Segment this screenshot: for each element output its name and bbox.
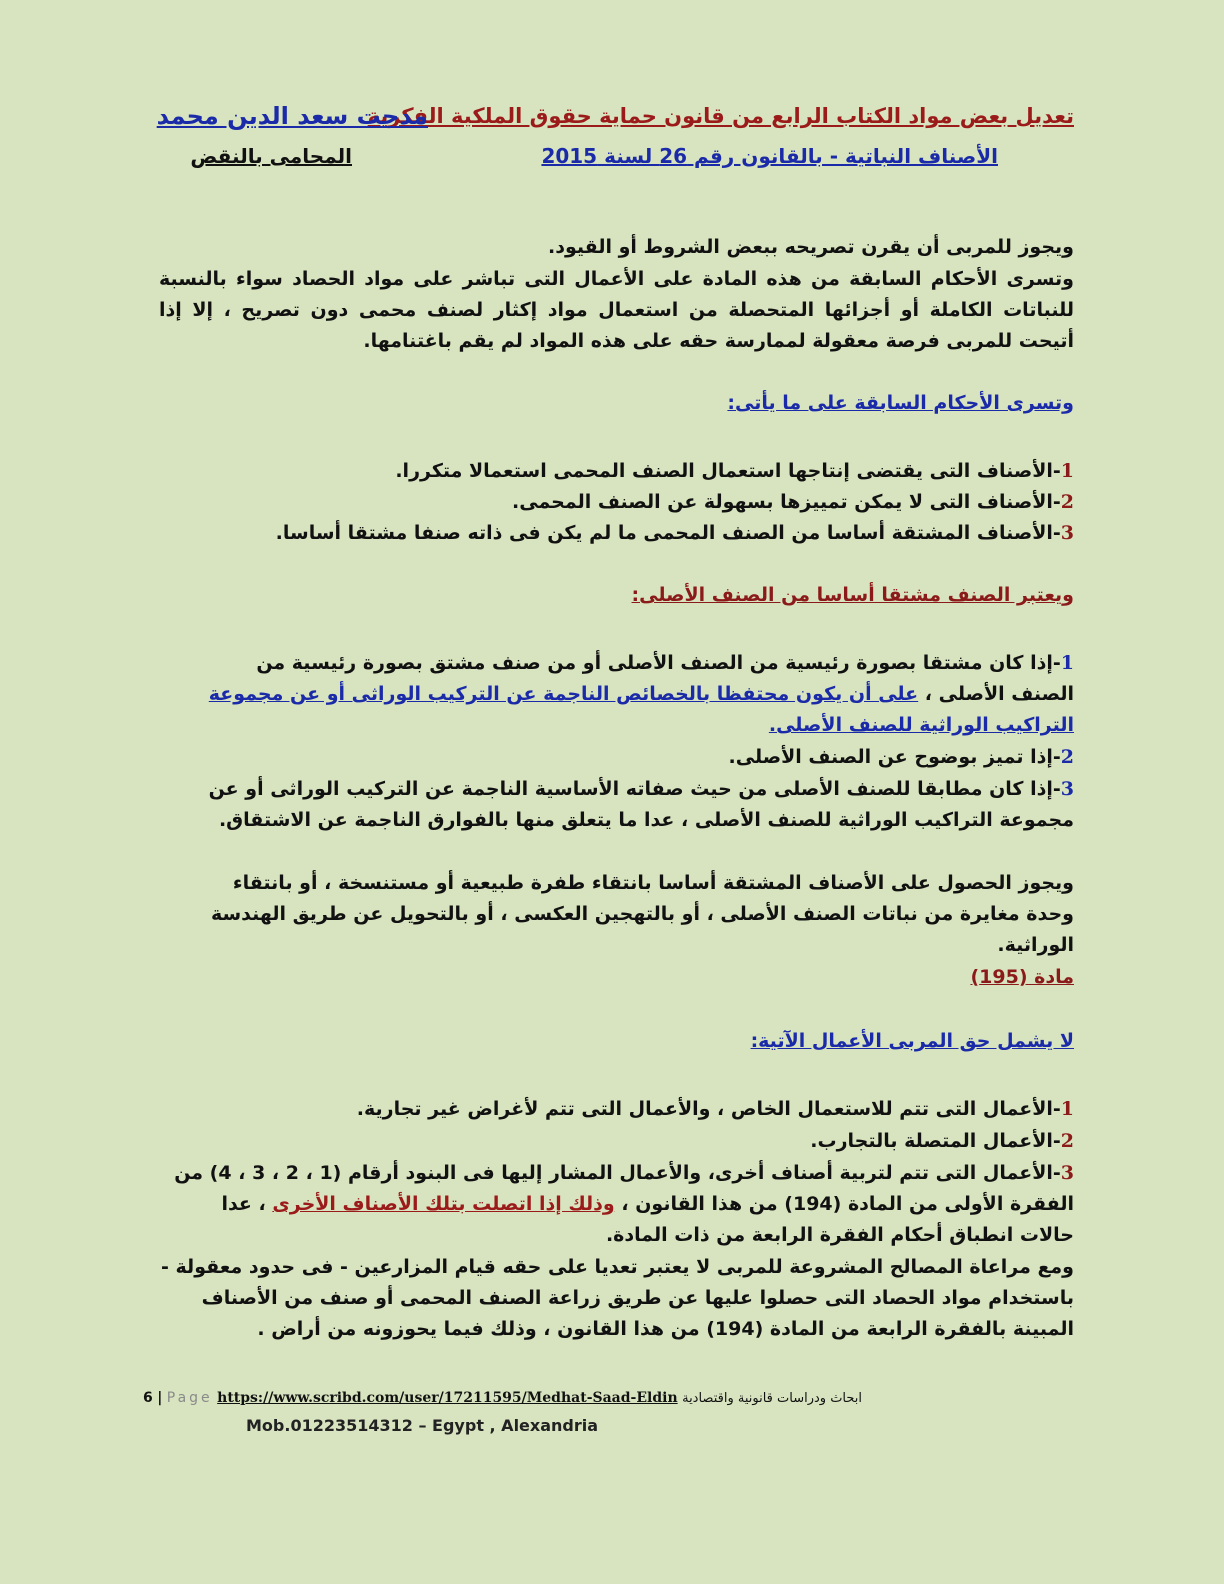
list-item-number: 1 [1060, 1098, 1074, 1120]
article-item-3 [174, 1158, 1074, 1251]
footer-separator: | [157, 1390, 163, 1406]
section1-list [154, 456, 1074, 549]
footer-caption: ابحاث ودراسات قانونية واقتصادية [682, 1391, 863, 1406]
page-number: 6 [143, 1390, 153, 1406]
page-footer [143, 1390, 862, 1406]
list-item-number: 2 [1060, 746, 1074, 768]
underlined-condition: على أن يكون محتفظا بالخصائص الناجمة عن التركيب الوراثى أو عن مجموعة التراكيب الوراثية للصنف الأصلى. [208, 683, 1074, 736]
section2-item-2 [154, 742, 1074, 773]
list-item-number: 1 [1060, 460, 1074, 482]
paragraph-authorization-conditions: ويجوز للمربى أن يقرن تصريحه ببعض الشروط أو القيود. [548, 236, 1074, 258]
article-item-2 [154, 1126, 1074, 1157]
section-heading-derived-variety: ويعتبر الصنف مشتقا أساسا من الصنف الأصلى: [631, 584, 1074, 606]
scribd-link[interactable]: https://www.scribd.com/user/17211595/Medhat-Saad-Eldin [217, 1390, 678, 1406]
article-heading: لا يشمل حق المربى الأعمال الآتية: [750, 1030, 1074, 1052]
list-item-number: 3 [1060, 778, 1074, 800]
list-item [154, 518, 1074, 549]
list-item-text: -الأصناف التى يقتضى إنتاجها استعمال الصنف المحمى استعمالا متكررا. [395, 460, 1061, 482]
list-item-text: -الأصناف المشتقة أساسا من الصنف المحمى ما لم يكن فى ذاته صنفا مشتقا أساسا. [275, 522, 1061, 544]
section2-item-3 [154, 774, 1074, 836]
list-item-text: -الأعمال التى تتم لتربية أصناف أخرى، والأعمال المشار إليها فى البنود أرقام (1 ، 2 ، 3 ، 4) من الفقرة الأولى من المادة (194) من هذا القانون ، [174, 1162, 1074, 1215]
list-item-number: 2 [1060, 1130, 1074, 1152]
list-item-number: 1 [1060, 652, 1074, 674]
paragraph-obtaining-derived: ويجوز الحصول على الأصناف المشتقة أساسا بانتقاء طفرة طبيعية أو مستنسخة ، أو بانتقاء وحدة مغايرة من نباتات الصنف الأصلى ، أو بالتهجين العكسى ، أو بالتحويل عن طريق الهندسة الوراثية. [210, 872, 1074, 956]
list-item-text: -الأعمال المتصلة بالتجارب. [810, 1130, 1061, 1152]
list-item-text: -إذا كان مطابقا للصنف الأصلى من حيث صفاته الأساسية الناجمة عن التركيب الوراثى أو عن مجموعة التراكيب الوراثية للصنف الأصلى ، عدا ما يتعلق منها بالفوارق الناجمة عن الاشتقاق. [208, 778, 1074, 831]
list-item [154, 456, 1074, 487]
document-subtitle: الأصناف النباتية - بالقانون رقم 26 لسنة 2015 [541, 144, 998, 168]
underlined-condition: وذلك إذا اتصلت بتلك الأصناف الأخرى [272, 1193, 615, 1215]
list-item-number: 2 [1060, 491, 1074, 513]
article-item-1 [154, 1094, 1074, 1125]
article-title: مادة (195) [970, 966, 1074, 988]
author-role: المحامى بالنقض [190, 144, 352, 168]
list-item-text: -إذا كان مشتقا بصورة رئيسية من الصنف الأصلى أو من صنف مشتق بصورة رئيسية من الصنف الأصلى ، [256, 652, 1074, 705]
page-label: Page [166, 1390, 213, 1406]
section2-item-1 [194, 648, 1074, 741]
list-item-text: -إذا تميز بوضوح عن الصنف الأصلى. [728, 746, 1061, 768]
section-heading-applies-to: وتسرى الأحكام السابقة على ما يأتى: [727, 392, 1074, 414]
paragraph-farmers-exception: ومع مراعاة المصالح المشروعة للمربى لا يعتبر تعديا على حقه قيام المزارعين - فى حدود معقولة - باستخدام مواد الحصاد التى حصلوا عليها عن طريق زراعة الصنف المحمى أو صنف من الأصناف المبينة بالفقرة الرابعة من المادة (194) من هذا القانون ، وذلك فيما يحوزونه من أراض . [161, 1256, 1074, 1340]
document-title: تعديل بعض مواد الكتاب الرابع من قانون حماية حقوق الملكية الفكرية [367, 104, 1074, 128]
author-name: مدحت سعد الدين محمد [156, 102, 428, 130]
list-item-text: ، عدا حالات انطباق أحكام الفقرة الرابعة من ذات المادة. [221, 1193, 1074, 1246]
list-item-number: 3 [1060, 1162, 1074, 1184]
paragraph-harvest-materials: وتسرى الأحكام السابقة من هذه المادة على الأعمال التى تباشر على مواد الحصاد سواء بالنسبة للنباتات الكاملة أو أجزائها المتحصلة من استعمال مواد إكثار لصنف محمى دون تصريح ، إلا إذا أتيحت للمربى فرصة معقولة لممارسة حقه على هذه المواد لم يقم باغتنامها. [159, 268, 1074, 352]
footer-mobile: Mob.01223514312 – Egypt , Alexandria [246, 1416, 599, 1435]
list-item-text: -الأصناف التى لا يمكن تمييزها بسهولة عن الصنف المحمى. [512, 491, 1061, 513]
list-item-text: -الأعمال التى تتم للاستعمال الخاص ، والأعمال التى تتم لأغراض غير تجارية. [356, 1098, 1061, 1120]
list-item-number: 3 [1060, 522, 1074, 544]
list-item [154, 487, 1074, 518]
